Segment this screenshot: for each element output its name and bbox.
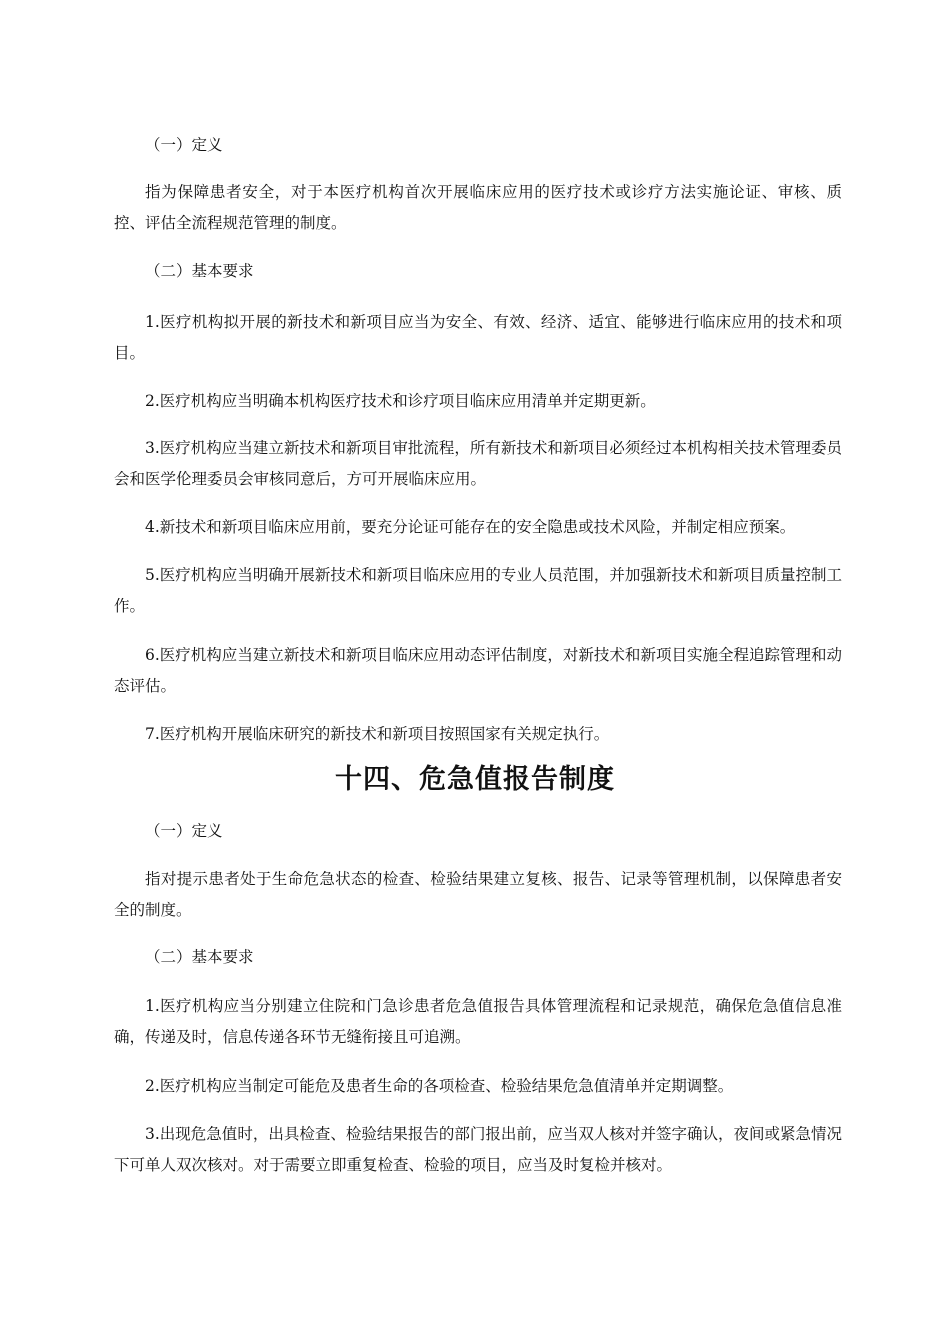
s13-item-4: 4.新技术和新项目临床应用前，要充分论证可能存在的安全隐患或技术风险，并制定相应预案。 [145, 518, 796, 536]
s13-definition-heading: （一）定义 [145, 136, 223, 154]
s14-item-1: 1.医疗机构应当分别建立住院和门急诊患者危急值报告具体管理流程和记录规范，确保危急值信息准确，传递及时，信息传递各环节无缝衔接且可追溯。 [114, 997, 842, 1046]
s14-item-2: 2.医疗机构应当制定可能危及患者生命的各项检查、检验结果危急值清单并定期调整。 [145, 1077, 734, 1095]
s13-item-2: 2.医疗机构应当明确本机构医疗技术和诊疗项目临床应用清单并定期更新。 [145, 392, 656, 410]
s13-item-1: 1.医疗机构拟开展的新技术和新项目应当为安全、有效、经济、适宜、能够进行临床应用的技术和项目。 [114, 313, 842, 362]
s13-item-7: 7.医疗机构开展临床研究的新技术和新项目按照国家有关规定执行。 [145, 725, 610, 743]
s14-item-3: 3.出现危急值时，出具检查、检验结果报告的部门报出前，应当双人核对并签字确认，夜间或紧急情况下可单人双次核对。对于需要立即重复检查、检验的项目，应当及时复检并核对。 [114, 1125, 842, 1174]
s14-requirements-heading: （二）基本要求 [145, 948, 254, 966]
s13-definition-text: 指为保障患者安全，对于本医疗机构首次开展临床应用的医疗技术或诊疗方法实施论证、审核、质控、评估全流程规范管理的制度。 [114, 183, 842, 232]
section-14-title: 十四、危急值报告制度 [335, 764, 615, 795]
s13-item-3: 3.医疗机构应当建立新技术和新项目审批流程，所有新技术和新项目必须经过本机构相关技术管理委员会和医学伦理委员会审核同意后，方可开展临床应用。 [114, 439, 842, 488]
s13-item-6: 6.医疗机构应当建立新技术和新项目临床应用动态评估制度，对新技术和新项目实施全程追踪管理和动态评估。 [114, 646, 842, 695]
s13-requirements-heading: （二）基本要求 [145, 262, 254, 280]
s14-definition-text: 指对提示患者处于生命危急状态的检查、检验结果建立复核、报告、记录等管理机制，以保障患者安全的制度。 [114, 870, 842, 919]
s14-definition-heading: （一）定义 [145, 822, 223, 840]
s13-item-5: 5.医疗机构应当明确开展新技术和新项目临床应用的专业人员范围，并加强新技术和新项目质量控制工作。 [114, 566, 842, 615]
